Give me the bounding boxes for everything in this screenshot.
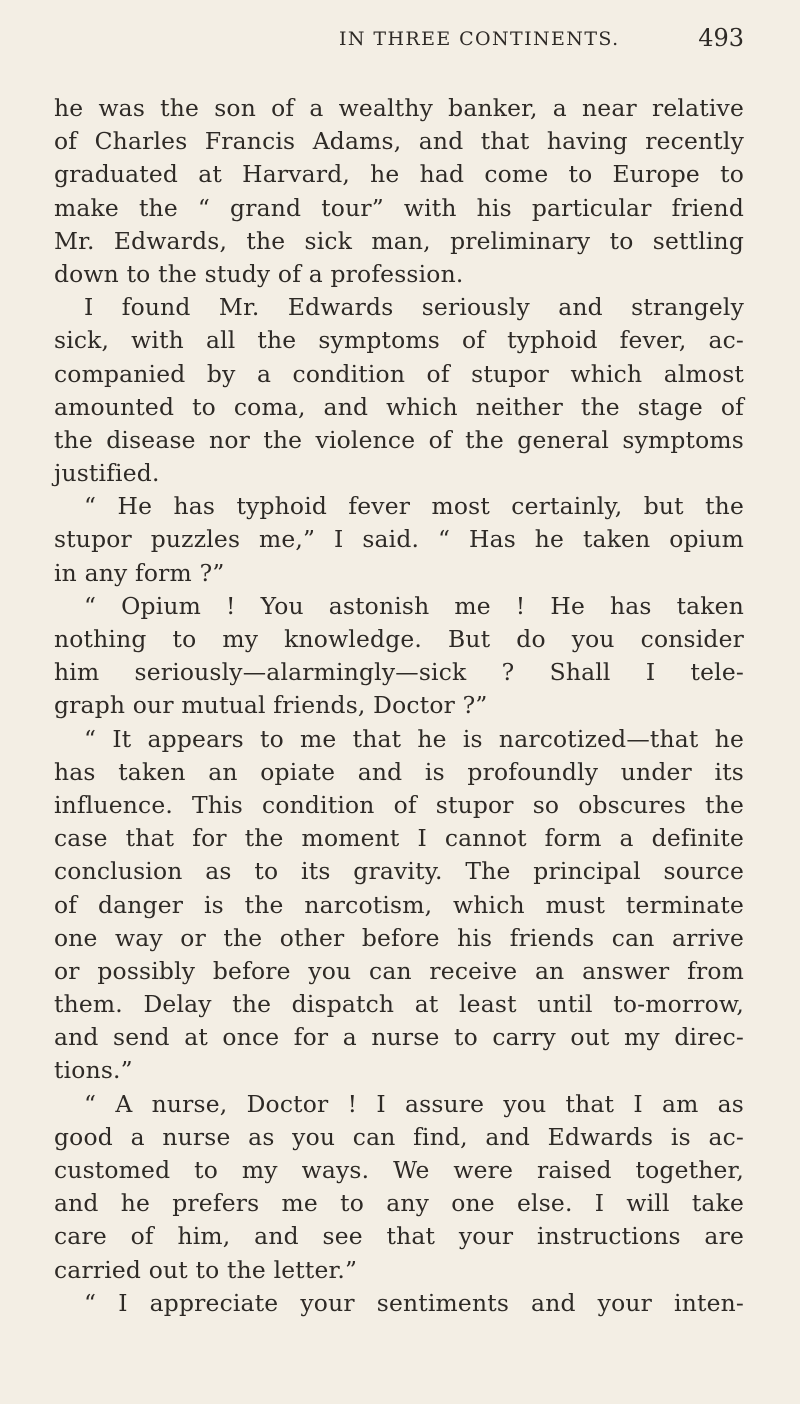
text-line: justified. [54,459,160,488]
text-line: conclusion as to its gravity. The principal source [54,857,744,886]
text-line: or possibly before you can receive an answer from [54,956,744,985]
text-line: care of him, and see that your instructions are [54,1222,744,1251]
text-line: sick, with all the symptoms of typhoid fever, ac- [54,326,744,355]
text-line: “ He has typhoid fever most certainly, but the [84,492,744,521]
text-line: nothing to my knowledge. But do you consider [54,625,744,653]
text-line: down to the study of a profession. [54,259,464,288]
text-line: “ It appears to me that he is narcotized—that he [84,724,744,753]
text-line: customed to my ways. We were raised together, [54,1156,744,1184]
text-line: amounted to coma, and which neither the stage of [54,392,744,421]
text-line: Mr. Edwards, the sick man, preliminary to settling [54,226,744,255]
page-number: 493 [698,24,744,52]
text-line: of danger is the narcotism, which must terminate [54,890,744,919]
text-line: the disease nor the violence of the general symptoms [54,425,744,454]
text-line: and he prefers me to any one else. I will take [54,1189,744,1218]
text-line: of Charles Francis Adams, and that having recently [54,127,744,156]
text-line: companied by a condition of stupor which almost [54,359,744,388]
text-line: “ Opium ! You astonish me ! He has taken [84,591,744,620]
text-line: influence. This condition of stupor so obscures the [54,790,744,819]
text-line: stupor puzzles me,” I said. “ Has he taken opium [54,525,744,554]
text-line: good a nurse as you can find, and Edwards is ac- [54,1122,744,1151]
text-line: one way or the other before his friends can arrive [54,923,744,952]
text-line: tions.” [54,1056,133,1085]
text-line: I found Mr. Edwards seriously and strangely [84,293,744,322]
text-line: him seriously—alarmingly—sick ? Shall I tele- [54,658,744,687]
running-head: IN THREE CONTINENTS. [339,28,620,50]
text-line: carried out to the letter.” [54,1255,358,1284]
text-line: case that for the moment I cannot form a definite [54,824,744,853]
text-line: has taken an opiate and is profoundly under its [54,757,744,786]
text-line: make the “ grand tour” with his particular friend [54,193,744,222]
text-line: graduated at Harvard, he had come to Europe to [54,160,744,189]
text-line: “ I appreciate your sentiments and your inten- [84,1288,744,1317]
text-line: them. Delay the dispatch at least until to-morrow, [54,990,744,1019]
text-line: “ A nurse, Doctor ! I assure you that I am as [84,1089,744,1118]
text-line: and send at once for a nurse to carry out my direc- [54,1023,744,1052]
text-line: he was the son of a wealthy banker, a near relative [54,94,744,122]
text-line: in any form ?” [54,558,225,587]
page-header [114,22,744,62]
body-text [54,92,744,1320]
text-line: graph our mutual friends, Doctor ?” [54,691,488,720]
